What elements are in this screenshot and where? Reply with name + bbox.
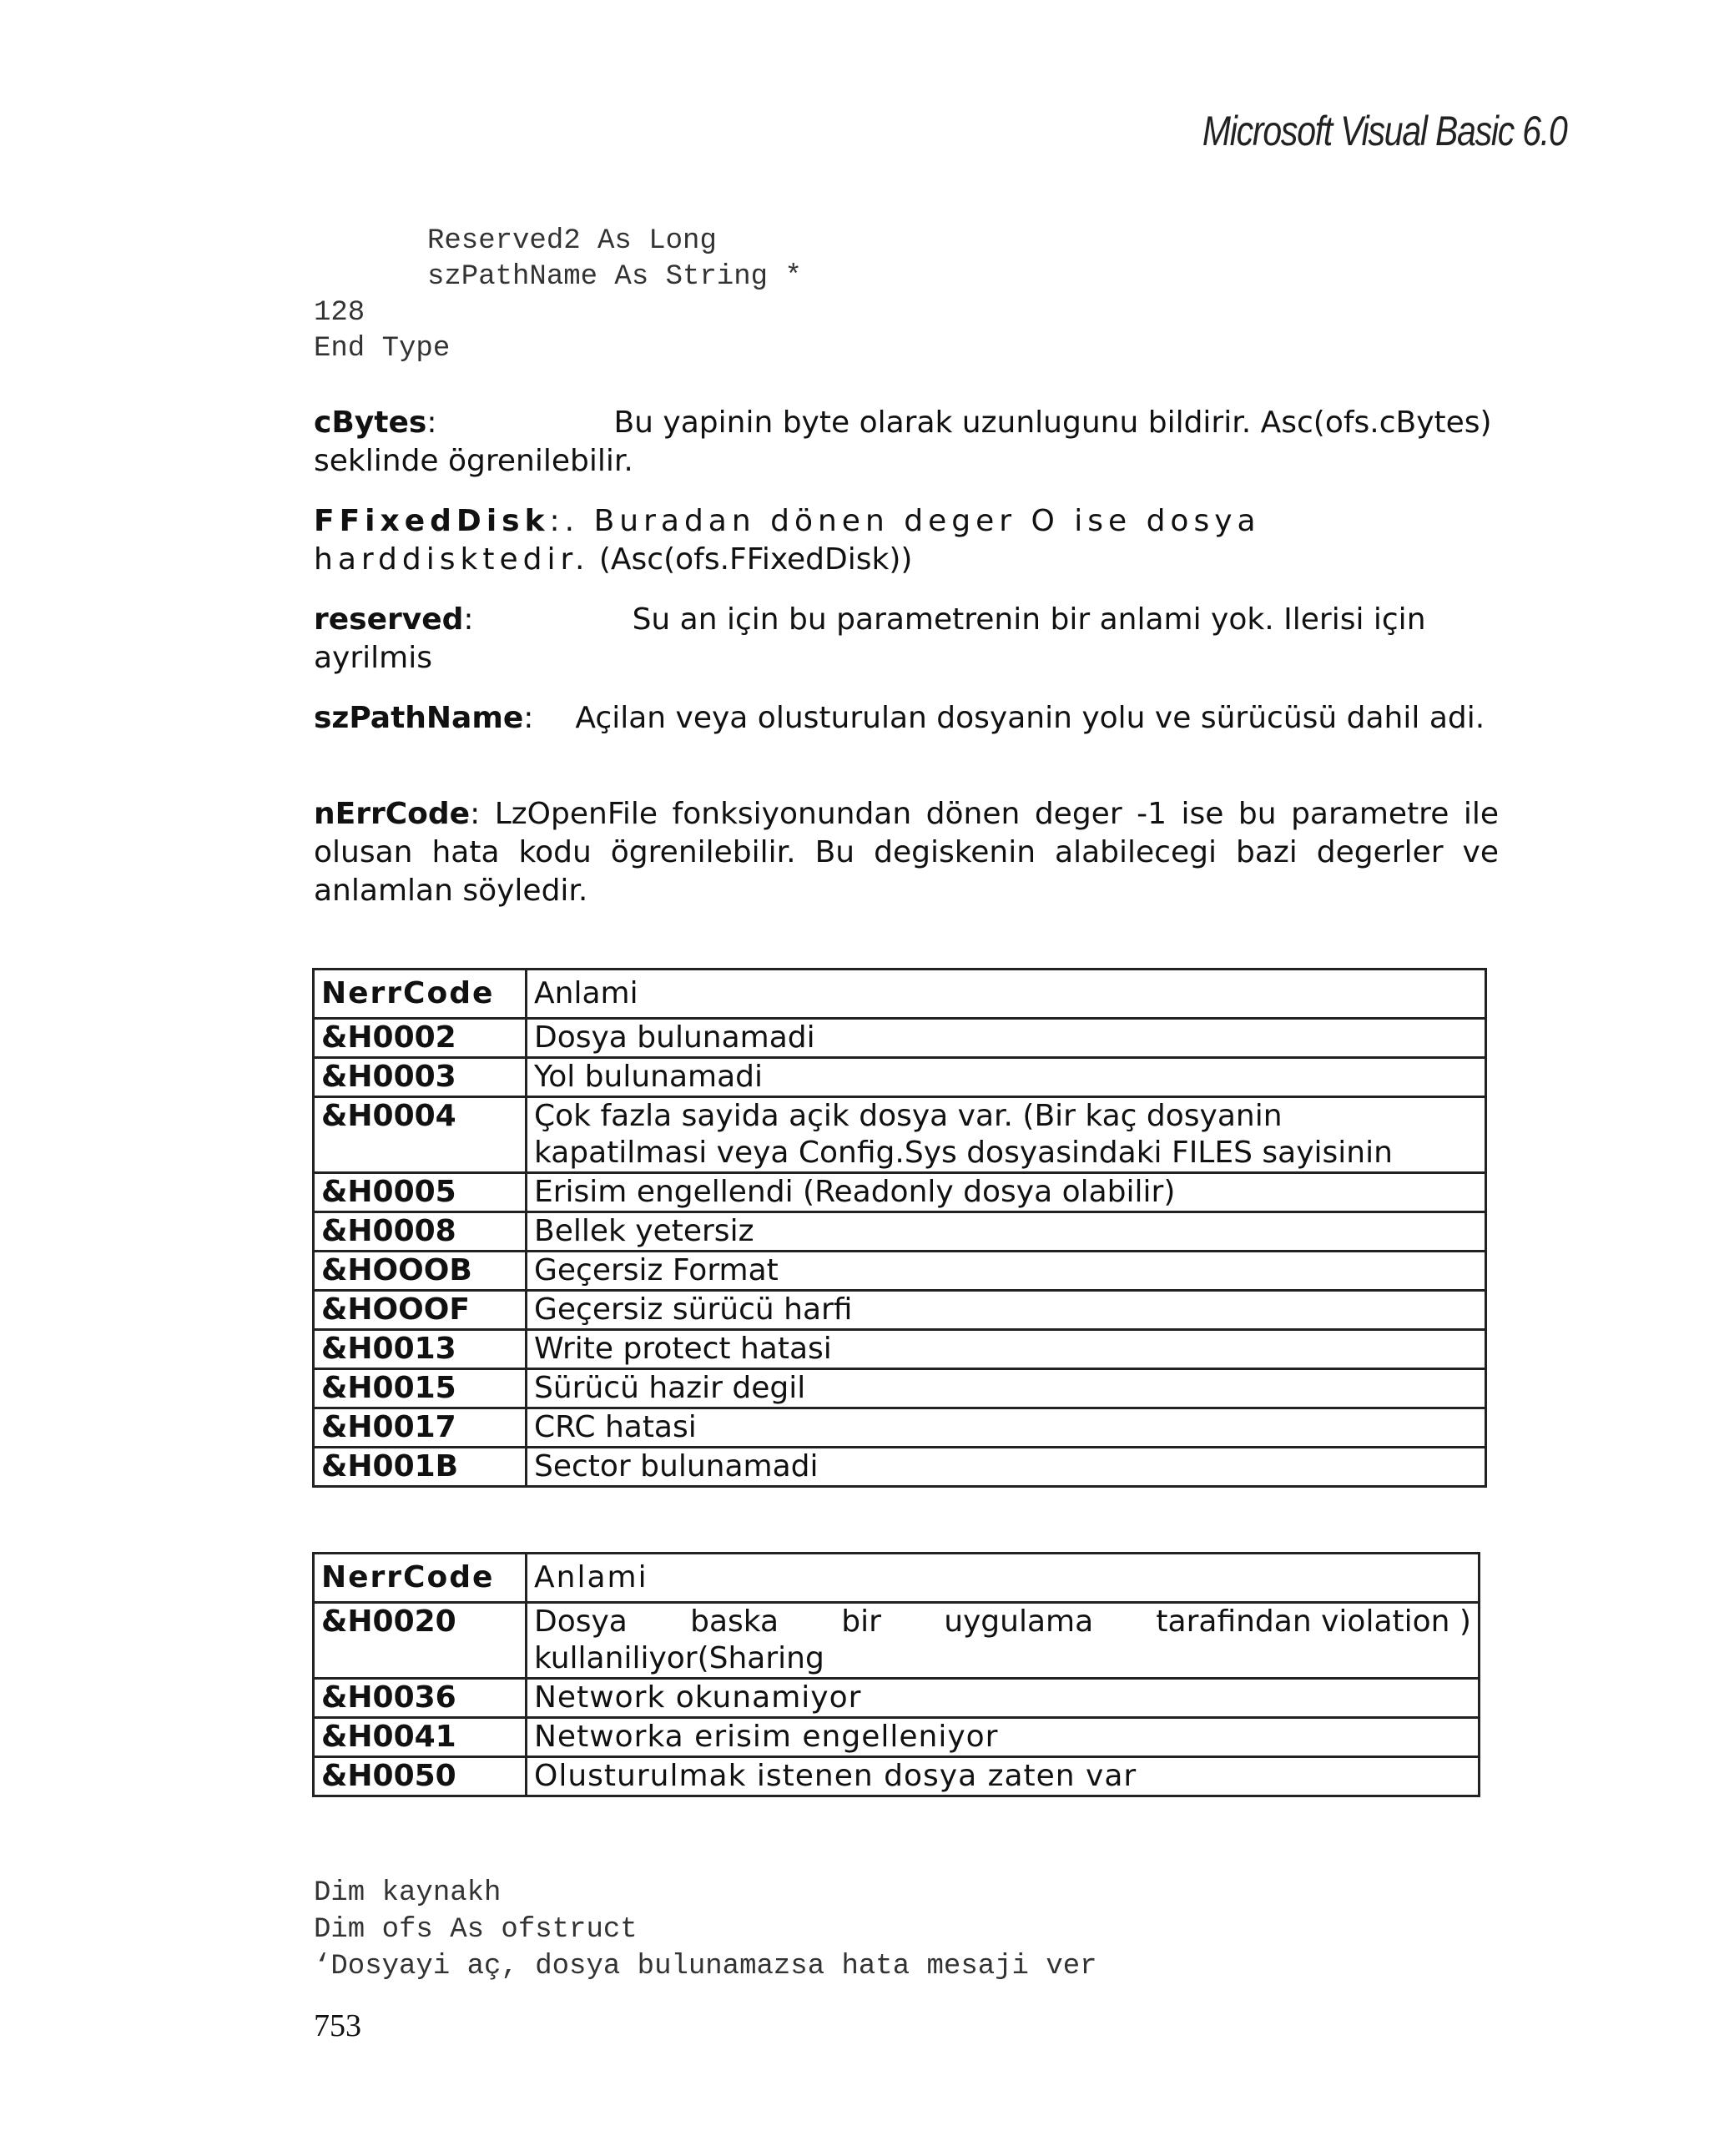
error-meaning-cell: CRC hatasi [527, 1408, 1486, 1448]
word: tarafindan violation ) [1156, 1604, 1471, 1639]
error-code-cell: &H0020 [314, 1603, 527, 1679]
table-header-row [314, 1554, 1480, 1603]
error-code-cell: &H0005 [314, 1173, 527, 1212]
code-line: Dim ofs As ofstruct [314, 1914, 638, 1946]
error-code-cell: &H0002 [314, 1019, 527, 1058]
param-separator: :. [549, 504, 580, 538]
param-description: LzOpenFile fonksiyonundan dönen deger -1 ise bu parametre ile olusan hata kodu ögrenilebilir. Bu degiskenin alabilecegi bazi degerler ve anlamlan söyledir. [314, 797, 1499, 908]
error-meaning-cell: Olusturulmak istenen dosya zaten var [527, 1757, 1480, 1796]
param-separator: : [463, 602, 474, 637]
error-code-cell: &H0004 [314, 1097, 527, 1173]
error-code-cell: &H0050 [314, 1757, 527, 1796]
param-description-extra: (Asc(ofs.FFixedDisk)) [598, 542, 913, 577]
error-code-table-1 [312, 968, 1487, 1488]
table-row [314, 1019, 1486, 1058]
error-meaning-cell: Write protect hatasi [527, 1330, 1486, 1369]
table-header-cell: Anlami [527, 970, 1486, 1019]
error-meaning-cell: Network okunamiyor [527, 1679, 1480, 1718]
param-separator: : [470, 797, 481, 831]
error-meaning-line [534, 1604, 1471, 1640]
table-row [314, 1679, 1480, 1718]
param-separator: : [426, 406, 437, 440]
error-meaning-line: kullaniliyor(Sharing [534, 1641, 824, 1675]
page-number: 753 [314, 2008, 361, 2043]
error-code-cell: &H0015 [314, 1369, 527, 1408]
table-row [314, 1291, 1486, 1330]
table-header-row [314, 970, 1486, 1019]
error-code-cell: &H0017 [314, 1408, 527, 1448]
word: uygulama [944, 1604, 1094, 1639]
error-meaning-cell [527, 1097, 1486, 1173]
error-code-cell: &H0008 [314, 1212, 527, 1252]
error-meaning-cell: Geçersiz sürücü harfi [527, 1291, 1486, 1330]
error-code-cell: &HOOOB [314, 1252, 527, 1291]
param-name: szPathName [314, 701, 524, 735]
error-meaning-cell: Yol bulunamadi [527, 1058, 1486, 1097]
param-reserved [314, 601, 1499, 678]
param-name: cBytes [314, 406, 427, 440]
error-meaning-line: Çok fazla sayida açik dosya var. (Bir kaç dosyanin [534, 1099, 1283, 1133]
page-header-title: Microsoft Visual Basic 6.0 [1202, 108, 1567, 154]
error-code-cell: &HOOOF [314, 1291, 527, 1330]
param-szpathname [314, 699, 1499, 738]
error-code-cell: &H0041 [314, 1718, 527, 1757]
table-row [314, 1173, 1486, 1212]
table-header-cell: NerrCode [314, 970, 527, 1019]
code-line: Dim kaynakh [314, 1877, 502, 1909]
param-description: Açilan veya olusturulan dosyanin yolu ve sürücüsü dahil adi. [575, 701, 1485, 735]
error-meaning-cell: Bellek yetersiz [527, 1212, 1486, 1252]
param-description: Su an için bu parametrenin bir anlami yok. Ilerisi için ayrilmis [314, 602, 1426, 675]
table-row [314, 1408, 1486, 1448]
code-line: End Type [314, 333, 451, 365]
error-code-cell: &H0003 [314, 1058, 527, 1097]
table-row [314, 1330, 1486, 1369]
error-code-table-2 [312, 1552, 1480, 1797]
error-meaning-cell: Geçersiz Format [527, 1252, 1486, 1291]
error-meaning-cell: Networka erisim engelleniyor [527, 1718, 1480, 1757]
table-row [314, 1448, 1486, 1487]
error-meaning-line: kapatilmasi veya Config.Sys dosyasindaki FILES sayisinin [534, 1136, 1393, 1170]
table-row [314, 1097, 1486, 1173]
error-code-cell: &H0013 [314, 1330, 527, 1369]
word: baska [690, 1604, 779, 1639]
word: Dosya [534, 1604, 628, 1639]
word: bir [841, 1604, 881, 1639]
param-ffixeddisk [314, 502, 1499, 579]
param-description: Bu yapinin byte olarak uzunlugunu bildirir. Asc(ofs.cBytes) seklinde ögrenilebilir. [314, 406, 1492, 478]
param-cbytes [314, 404, 1499, 481]
table-header-cell: NerrCode [314, 1554, 527, 1603]
error-code-cell: &H001B [314, 1448, 527, 1487]
param-nerrcode [314, 795, 1499, 910]
param-name: nErrCode [314, 797, 471, 831]
error-meaning-cell [527, 1603, 1480, 1679]
param-name: FFixedDisk [314, 504, 550, 538]
table-header-cell: Anlami [527, 1554, 1480, 1603]
table-row [314, 1058, 1486, 1097]
table-row [314, 1757, 1480, 1796]
error-meaning-cell: Erisim engellendi (Readonly dosya olabilir) [527, 1173, 1486, 1212]
param-description: Buradan dönen deger O ise dosya harddisktedir. [314, 504, 1261, 577]
table-row [314, 1603, 1480, 1679]
error-meaning-cell: Dosya bulunamadi [527, 1019, 1486, 1058]
table-row [314, 1252, 1486, 1291]
code-line: ‘Dosyayi aç, dosya bulunamazsa hata mesaji ver [314, 1951, 1097, 1982]
error-meaning-cell: Sector bulunamadi [527, 1448, 1486, 1487]
error-code-cell: &H0036 [314, 1679, 527, 1718]
param-name: reserved [314, 602, 464, 637]
error-meaning-cell: Sürücü hazir degil [527, 1369, 1486, 1408]
table-row [314, 1369, 1486, 1408]
table-row [314, 1212, 1486, 1252]
table-row [314, 1718, 1480, 1757]
param-separator: : [523, 701, 534, 735]
code-line: szPathName As String * [427, 261, 802, 293]
code-line: Reserved2 As Long [427, 225, 717, 257]
code-line: 128 [314, 297, 365, 329]
